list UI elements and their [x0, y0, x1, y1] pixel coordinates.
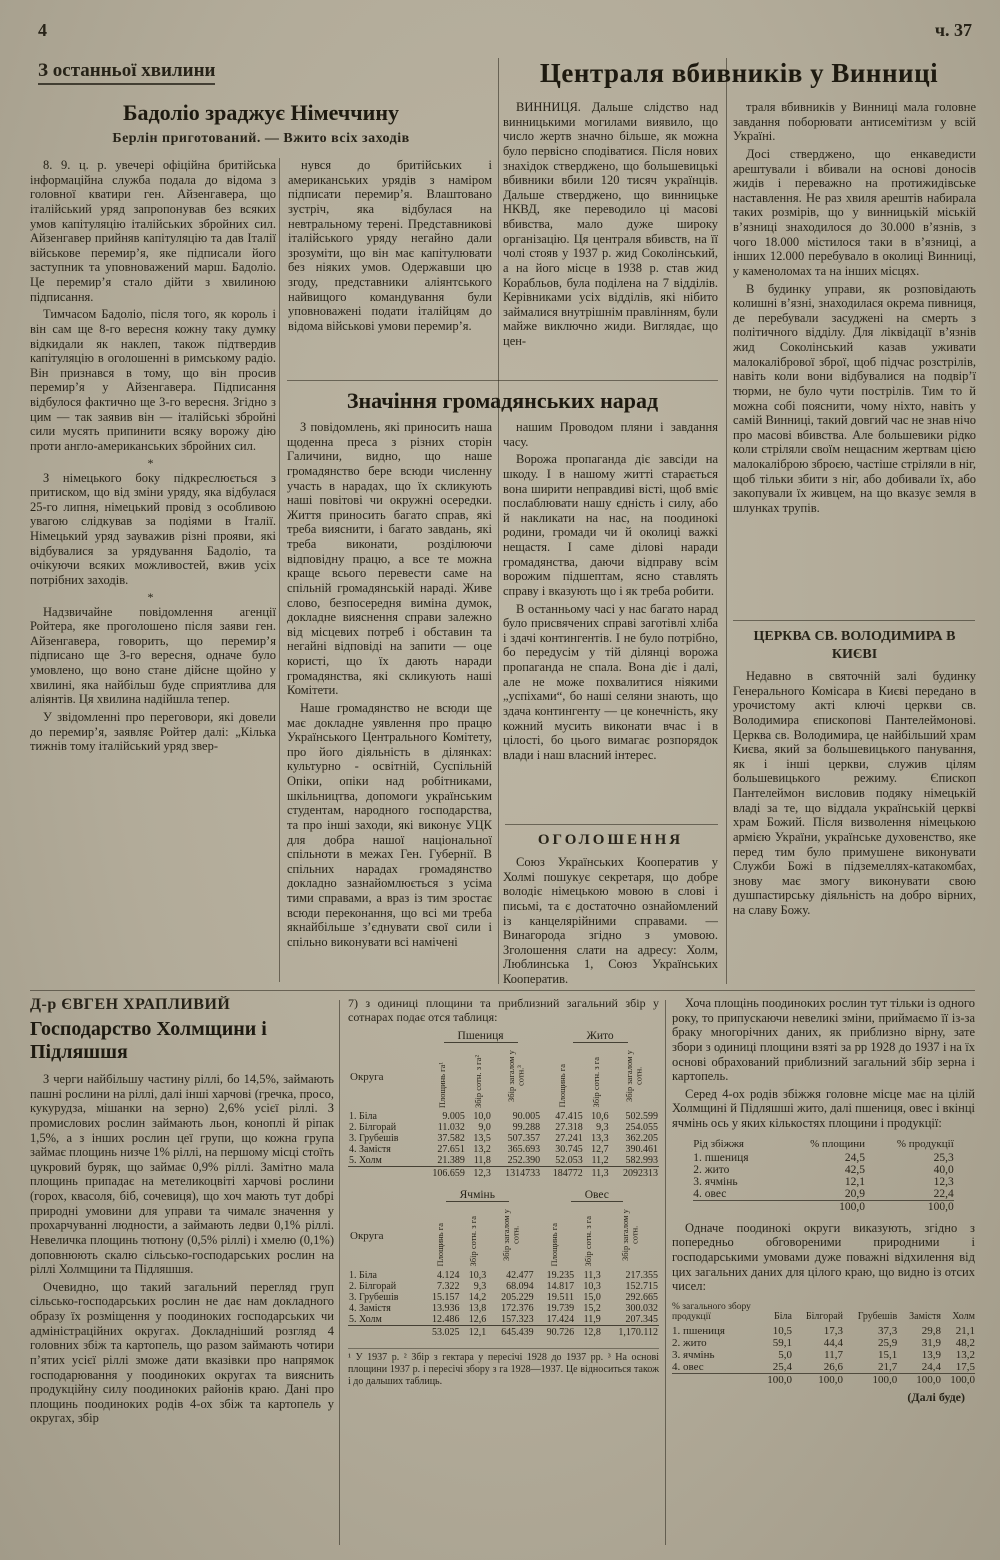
table-row: 100,0 100,0 [693, 1200, 954, 1213]
table-row: 2. Білгорай 7.322 9,3 68.094 14.817 10,3 152.715 [349, 1280, 658, 1292]
paragraph: нувся до бритійських і американських урядів з наміром підписати перемирʼя. Влаштовано зустріч, яка відбулася на невтральному терені. Представникові італійського уряду негайно дали зрозуміти, що він має капітулювати без ніяких умов. Одержавши цю згоду, представники аліянтського найвищого командування були уповноважені подати італійцям до відома військові умови перемирʼя. [288, 158, 492, 333]
vinnytsia-column-1 [503, 100, 718, 376]
paragraph: Ворожа пропаганда діє завсіди на шкоду. І в нашому житті старається вона ширити неправдиві вісті, щоб вміє послаблювати нашу єдність і силу, або й накликати на нас, на поодинокі родини, громади чи й околиці важкі нещастя. І саме ділові наради громадянства, даючи відправу всім ворожим підшептам, ясно ставлять справу і вказують що і як треба робити. [503, 452, 718, 598]
issue-number: ч. 37 [934, 20, 972, 40]
vinnytsia-column-2 [733, 100, 976, 616]
column-rule [726, 58, 727, 984]
wheat-rye-table: Пшениця Жито Округа Площинь га¹ Збір сотн. з га² Збір загалом у сотн.³ Площинь га Збір сотн. з га Збір загалом у сотн. 1. Біла 9.005 10,0 90.005 47.415 10,6 502.599 2. Білгорай 11.032 9,0 99.288 27.318 9,3 254.055 3. Грубешів 37.582 13,5 507.357 27.241 13,3 362.205 4. Замістя 27.651 13,2 365.693 30.745 12,7 390.461 5. Холм 21.389 11,8 252.390 52.053 11,2 582.993 106.659 12,3 1314733 184772 11,3 2092313 [349, 1029, 658, 1179]
article-divider [287, 380, 718, 381]
meetings-headline: Значіння громадянських нарад [346, 388, 659, 413]
economy-left-column [30, 996, 334, 1548]
paragraph: * [147, 589, 159, 604]
announcement-headline: ОГОЛОШЕННЯ [537, 832, 684, 848]
vinnytsia-headline: Централя вбивників у Винниці [539, 58, 939, 88]
table-row: 4. Замістя 13.936 13,8 172.376 19.739 15,2 300.032 [349, 1302, 658, 1314]
paragraph: 8. 9. ц. р. увечері офіційна бритійська інформаційна служба подала до відома з головної кватири ген. Айзенгавера, що італійський уряд запропонував без всяких умов капітуляцію італійських збройних сил. Айзенгавер прийняв капітуляцію та дав Італії військове перемирʼя, яке підписали його заступник та уповноважений марш. Бадоліо. Це перемирʼя стало дійти з хвилиною підписання. [30, 158, 276, 304]
badoglio-column-2 [288, 158, 492, 376]
group-header-rye: Жито [573, 1030, 628, 1043]
table-row: 4. Замістя 27.651 13,2 365.693 30.745 12,7 390.461 [349, 1143, 658, 1155]
meetings-column-2 [503, 420, 718, 818]
paragraph: В будинку управи, як розповідають колишні вʼязні, знаходилася окрема пивниця, де перебували засуджені на смерть з політичного відділу. Для ліквідації вʼязнів жид Соколінський казав уживати малокалібрової зброї, щоб підчас розстрілів, навіть коли вони відбувалися на подвірʼї тюрми, не було чути пострілів. Тим то й можна собі пояснити, чому ніхто, навіть у самій Винниці, такий довгий час не знав нічо про масові вбивства. Але большевики рідко коли стріляли своїм нещасним жертвам цією малокаліброю зброєю, частіше стріляли в ніг, щоб тільки збити з ніг, або добивали їх, або закопували їх живцем, на що вказує земля в шлунках трупів. [733, 281, 976, 515]
table-row: 3. ячмінь 12,1 12,3 [693, 1175, 954, 1188]
badoglio-subheadline: Берлін приготований. — Вжито всіх заходів [112, 131, 410, 146]
announcement-body [503, 855, 718, 990]
paragraph: нашим Проводом пляни і завдання часу. [503, 420, 718, 449]
table-intro: 7) з одиниці площини та приблизний загальний збір у сотнарах подає отся таблиця: [348, 996, 659, 1025]
table-row: 106.659 12,3 1314733 184772 11,3 2092313 [348, 1166, 659, 1179]
economy-middle-column [348, 996, 659, 1548]
table-row: 2. жито 59,1 44,4 25,9 31,9 48,2 [672, 1336, 975, 1349]
column-rule [279, 158, 280, 982]
table-row: 1. Біла 4.124 10,3 42.477 19.235 11,3 217.355 [349, 1269, 658, 1281]
paragraph: Серед 4-ох родів збіжжя головне місце має на цілій Холмщині й Підляшші жито, далі пшениця, овес і вкінці ячмінь ось у яких кількостях площини і продукції: [672, 1086, 975, 1130]
paragraph: Одначе поодинокі округи виказують, згідно з попередньо обговореними природними і господарськими умовами дуже поважні відхилення від цих загальних даних для цілого краю, що видно із отсих чисел: [672, 1220, 975, 1294]
paragraph: Хоча площінь поодиноких рослин тут тільки із одного року, то припускаючи невеликі зміни, приймаємо її із-за браку многорічних даних, як приблизно вірну, зате збори з одиниці площини взяті за рр 1928 до 1937 і на їх основі обрахований приблизний загальний збір зерна і картопель. [672, 996, 975, 1084]
economy-right-column [672, 996, 975, 1548]
table-row: 5. Холм 21.389 11,8 252.390 52.053 11,2 582.993 [349, 1154, 658, 1166]
continued-note: (Далі буде) [907, 1389, 965, 1404]
grain-share-table: Рід збіжжя % площини % продукції 1. пшениця 24,5 25,3 2. жито 42,5 40,0 3. ячмінь 12,1 12,3 4. овес 20,9 22,4 100,0 100,0 [693, 1137, 954, 1213]
paragraph: В останньому часі у нас багато нарад було присвячених справі заготівлі хліба і здачі контингентів. І не було потрібно, бо передусім у тій ділянці ворожа пропаганда не спала. Вона діє і далі, але не може похвалитися ніякими „успіхами“, бо наші селяни знають, що здача контингенту — це конечність, яку кожний мусить виконати вчас і в цілості, бо цього вимагає розпорядок влади і наш власний інтерес. [503, 601, 718, 762]
paragraph: Досі стверджено, що енкаведисти арештували і вбивали на основі доносів жидів і переважно на протижидівське наставлення. Не раз хвиля арештів набирала таких розмірів, що у винницькій міській вʼязниці знаходилося до 30.000 вʼязнів, з чого 18.000 містилося таки в вʼязниці, а інших 12.000 перебувало в околиці Винниці, у каменоломах та на інших місцях. [733, 146, 976, 278]
section-label: З останньої хвилини [38, 60, 215, 85]
barley-oats-table: Ячмінь Овес Округа Площинь га Збір сотн. з га Збір загалом у сотн. Площинь га Збір сотн. з га Збір загалом у сотн. 1. Біла 4.124 10,3 42.477 19.235 11,3 217.355 2. Білгорай 7.322 9,3 68.094 14.817 10,3 152.715 3. Грубешів 15.157 14,2 205.229 19.511 15,0 292.665 4. Замістя 13.936 13,8 172.376 19.739 15,2 300.032 5. Холм 12.486 12,6 157.323 17.424 11,9 207.345 53.025 12,1 645.439 90.726 12,8 1,170.112 [349, 1188, 658, 1338]
paragraph: траля вбивників у Винниці мала головне завдання поборювати антисемітизм у всій Україні. [733, 100, 976, 144]
article-divider [505, 824, 718, 825]
table-row: 3. Грубешів 37.582 13,5 507.357 27.241 13,3 362.205 [349, 1132, 658, 1144]
table-row: 4. овес 25,4 26,6 21,7 24,4 17,5 [672, 1360, 975, 1373]
table-footnotes: ¹ У 1937 р. ² Збір з гектара у пересічі 1928 до 1937 рр. ³ На основі площини 1937 р. і пересічі збору з га 1928—1937. Це відноситься також і до дальших таблиць. [348, 1348, 659, 1388]
paragraph: З повідомлень, які приносить наша щоденна преса з різних сторін Галичини, видно, що наше громадянство бере всюди численну участь в нарадах, що їх скликують наші повітові чи окружні осередки. Життя приносить багато справ, які треба вияснити, і багато завдань, які треба виконати, розділюючи відповідну працю, а все те можна краще всього перевести саме на спільній громадянській нараді. Живе слово, безпосередня виміна думок, докладне вияснення справи залежно від місцевих потреб і обставин та негайні відповіді на запити — оце користі, що їх дають наради громадянства, які скликують наші Комітети. [287, 420, 492, 698]
article-divider [733, 620, 975, 621]
paragraph: Недавно в святочній залі будинку Генерального Комісара в Києві передано в урочистому акті ключі церкви св. Володимира єпископові Пантелеймонові. Церква св. Володимира, це найбільший храм Києва, який за большевицького панування, як і інші церкви, служив цілям большевицького режиму. Єпископ Пантелеймон висловив подяку німецькій владі за те, що віддала українській церкві храм Божий. Після визволення німецькою армією України, українське духовенство, яке перед тим було примушене виконувати Служби Божі в підземеллях-катакомбах, знову має змогу виконувати свою душпастирську діяльність на добро вірних, на славу Божу. [733, 669, 976, 917]
economy-headline: Господарство Холмщини і Підляшшя [30, 1018, 267, 1063]
group-header-wheat: Пшениця [444, 1030, 518, 1043]
table-row: 3. ячмінь 5,0 11,7 15,1 13,9 13,2 [672, 1348, 975, 1361]
table-row: 100,0 100,0 100,0 100,0 100,0 [672, 1373, 975, 1386]
okruha-header: Округа [350, 1071, 384, 1084]
church-headline: ЦЕРКВА СВ. ВОЛОДИМИРА В КИЄВІ [753, 629, 956, 662]
section-divider [30, 990, 975, 991]
table-row: 5. Холм 12.486 12,6 157.323 17.424 11,9 207.345 [349, 1313, 658, 1325]
paragraph: ВИННИЦЯ. Дальше слідство над винницькими могилами виявило, що число жертв значно більше, як можна було первісно сподіватися. Після нових знахідок стверджено, що большевицькі вбивники вбили 120 тисяч українців. Дальше стверджено, що винницьке НКВД, яке переводило ці масові вбивства, мало дуже широку організацію. Ця централя вбивств, на її чолі стояв у 1937 р. жид Соколінський, а на його місце в 1938 р. став жид Корабльов, була поділена на 7 відділів. Керівниками усіх відділів, які нібито займалися внутрішнім правлінням, були майже виключно жиди. Виглядає, що цен- [503, 100, 718, 348]
column-rule [498, 58, 499, 984]
group-header-barley: Ячмінь [446, 1189, 509, 1202]
paragraph: Тимчасом Бадоліо, після того, як король і він сам ще 8-го вересня кожну таку думку відкидали як наклеп, також підтвердив капітуляцію в оголошенні в римському радіо. Він признався в тому, що він просив перемирʼя у Айзенгавера. Підписання відбулося фактично ще 3-го вересня. Згідно з цим — так заявив він — італійські збройні сили мусять припинити всяку ворожу дію проти англо-американських збройних сил. [30, 307, 276, 453]
economy-left-body [30, 1072, 334, 1429]
paragraph: Надзвичайне повідомлення агенції Ройтера, яке проголошено після заяви ген. Айзенгавера, говорить, що перемирʼя підписано ще 3-го вересня, одначе було умовлено, що воно стане дійсне щойно у хвилині, яка найбільш буде сприятлива для аліянтів. Ця хвилина надійшла тепер. [30, 604, 276, 707]
last-minute-section [38, 60, 215, 85]
badoglio-headline: Бадоліо зраджує Німеччину [122, 100, 400, 125]
paragraph: Наше громадянство не всюди ще має докладне уявлення про працю Українського Центрального Комітету, про його діяльність в ділянках: культурно - освітній, Суспільній Опіки, опіки над робітниками, шкільництва, допомоги українським студентам, народного господарства, та про інші заходи, які виконує УЦК для добра нашої національної спільноти в межах Ген. Губернії. В спільних нарадах громадянство докладно зазнайомлюється з усіма тими справами, а враз із тим зростає всюди переконання, що всі ми треба якнайбільше зʼєднувати свої сили і спільно виконувати всі намічені [287, 700, 492, 949]
announcement-block [503, 832, 718, 986]
column-rule [665, 1000, 666, 1545]
paragraph: З черги найбільшу частину ріллі, бо 14,5%, займають пашні рослини на ріллі, далі інші харчові (гречка, просо, кукурудза, мішанки на зерно) 2,6% усієї ріллі. З промислових рослин займають льон, коноплі й ріпак 1,5%, а з інших рослин цеї групи, що кожна група займає площинь низче 1% ріллі, на першому місці стоїть цукровий буряк, що займає 0,9% ріллі. Замітно мала площинь припадає на метеликоцвіті харчові рослини (горох, квасоля, біб, сочевиця), що хоч мають тут добрі природні умовини для управи та чималє значення у прохарчуванні людности, а займають ледви 0,1% ріллі. Невеличка площинь тютюну (0,5% ріллі) і хмелю (0,1%) доповнюють скалю сільсько-господарських рослин на ріллі Холмщини та Підляшшя. [30, 1072, 334, 1277]
meetings-column-1 [287, 420, 492, 984]
table-row: 1. пшениця 24,5 25,3 [693, 1151, 954, 1164]
paragraph: У звідомленні про переговори, які довели до перемирʼя, заявляє Ройтер далі: „Кілька тижнів тому італійський уряд звер- [30, 709, 276, 754]
table-row: 4. овес 20,9 22,4 [693, 1187, 954, 1200]
paragraph: З німецького боку підкреслюється з притиском, що від зміни уряду, яка відбулася 25-го липня, німецький провід з особливою увагою слідкував за подіями в Італії. Німецький уряд зауважив різні прояви, які відбувалися за урядування Бадоліо, та очікуючи всяких можливостей, вжив усіх потрібних заходів. [30, 470, 276, 587]
economy-right-body-a [672, 996, 975, 1134]
district-share-table: % загального збору продукції Біла Білгорай Грубешів Замістя Холм 1. пшениця 10,5 17,3 37,3 29,8 21,1 2. жито 59,1 44,4 25,9 31,9 48,2 3. ячмінь 5,0 11,7 15,1 13,9 13,2 4. овес 25,4 26,6 21,7 24,4 17,5 100,0 100,0 100,0 100,0 100,0 [672, 1301, 975, 1386]
table-row: 1. пшениця 10,5 17,3 37,3 29,8 21,1 [672, 1324, 975, 1337]
table-row: 2. жито 42,5 40,0 [693, 1163, 954, 1176]
page-number: 4 [38, 20, 47, 40]
paragraph: Союз Українських Кооператив у Холмі пошукує секретаря, що добре володіє німецькою мовою в слові і письмі, та є достаточно ознайомлений із канцелярійними справами. — Винагорода згідно з умовою. Зголошення слати на адресу: Холм, Люблинська 1, Союз Українських Кооператив. [503, 855, 718, 986]
economy-right-body-b [672, 1221, 975, 1297]
paragraph: Очевидно, що такий загальний перегляд груп сільсько-господарських рослин не дає нам докладного образу їх розміщення у поодиноких господарських чи адміністраційних округах. Докладніший розгляд 4 головних збіж та картопель, що разом займають чотири пʼятих усієї ріллі зможе дати вказівки про напрямок господарювання у поодиноких округах та вияснить продукційну силу поодиноких районів краю. Дані про площинь поодиноких родів 4-ох збіж та картопель у округах, збір [30, 1279, 334, 1426]
table-row: 1. Біла 9.005 10,0 90.005 47.415 10,6 502.599 [349, 1110, 658, 1122]
table-row: 3. Грубешів 15.157 14,2 205.229 19.511 15,0 292.665 [349, 1291, 658, 1303]
church-block [733, 628, 976, 980]
paragraph: * [147, 455, 159, 470]
table-row: 53.025 12,1 645.439 90.726 12,8 1,170.112 [348, 1325, 659, 1338]
okruha-header: Округа [350, 1230, 384, 1243]
column-rule [339, 1000, 340, 1545]
badoglio-column-1 [30, 158, 276, 986]
group-header-oats: Овес [571, 1189, 623, 1202]
economy-author: Д-р ЄВГЕН ХРАПЛИВИЙ [30, 996, 231, 1013]
table-row: 2. Білгорай 11.032 9,0 99.288 27.318 9,3 254.055 [349, 1121, 658, 1133]
church-body [733, 669, 976, 969]
